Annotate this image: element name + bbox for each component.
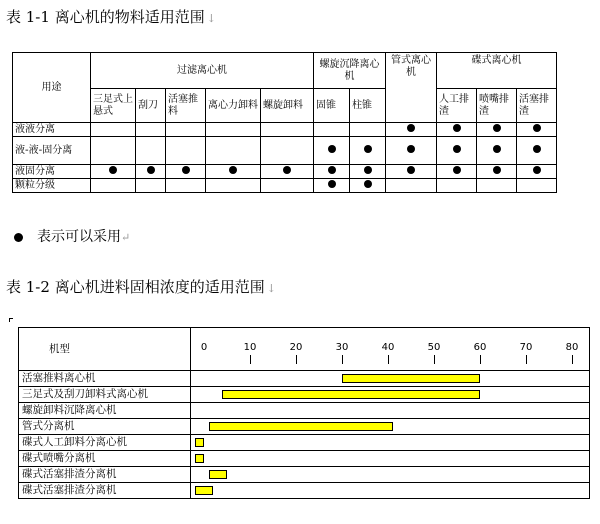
table2-caption — [6, 276, 276, 297]
bullet-icon — [364, 166, 372, 174]
chart-row — [19, 467, 590, 483]
centrifuge-application-table — [12, 52, 557, 193]
return-mark: ↵ — [121, 231, 131, 244]
table-cell — [166, 165, 206, 179]
table-cell — [477, 165, 517, 179]
subheader-cell: 喷嘴排渣 — [477, 89, 517, 123]
table-cell — [517, 165, 557, 179]
table-cell — [91, 137, 136, 165]
table-cell — [91, 179, 136, 193]
tick-mark — [250, 355, 251, 364]
table-cell — [136, 137, 166, 165]
table-cell — [517, 123, 557, 137]
bullet-icon — [533, 124, 541, 132]
range-bar — [195, 438, 204, 447]
table-cell — [206, 179, 261, 193]
bar-cell — [191, 387, 590, 403]
table-cell — [437, 179, 477, 193]
tick-label: 20 — [289, 342, 303, 353]
table-cell — [314, 137, 350, 165]
subheader-cell: 活塞推料 — [166, 89, 206, 123]
bullet-icon — [283, 166, 291, 174]
tick-mark — [388, 355, 389, 364]
subheader-cell: 柱锥 — [350, 89, 386, 123]
bullet-icon — [109, 166, 117, 174]
table-row — [13, 179, 557, 193]
range-bar — [222, 390, 480, 399]
category-label: 碟式喷嘴分离机 — [19, 451, 191, 467]
chart-row — [19, 371, 590, 387]
group-header: 管式离心机 — [386, 53, 437, 123]
table-cell — [386, 137, 437, 165]
subheader-cell: 离心力卸料 — [206, 89, 261, 123]
bullet-icon — [147, 166, 155, 174]
table-cell — [314, 165, 350, 179]
range-bar — [209, 422, 393, 431]
chart-row — [19, 435, 590, 451]
bullet-icon — [407, 124, 415, 132]
tick-label: 60 — [473, 342, 487, 353]
bar-cell — [191, 419, 590, 435]
table-row — [13, 123, 557, 137]
table-cell — [166, 179, 206, 193]
table-row — [13, 137, 557, 165]
table-cell — [437, 165, 477, 179]
bullet-icon — [182, 166, 190, 174]
table-cell — [206, 165, 261, 179]
table-cell — [517, 137, 557, 165]
tick-label: 10 — [243, 342, 257, 353]
chart-header-label: 机型 — [19, 328, 191, 371]
group-header: 螺旋沉降离心机 — [314, 53, 386, 89]
chart-row — [19, 387, 590, 403]
table-cell — [477, 123, 517, 137]
table-cell — [136, 123, 166, 137]
bullet-icon — [453, 166, 461, 174]
row-label: 液-液-固分离 — [13, 137, 91, 165]
tick-label: 0 — [200, 342, 208, 353]
table2-caption-text: 表 1-2 离心机进料固相浓度的适用范围 — [6, 278, 265, 296]
table-cell — [136, 165, 166, 179]
bullet-icon — [407, 166, 415, 174]
tick-mark — [342, 355, 343, 364]
chart-row — [19, 419, 590, 435]
feed-concentration-chart — [18, 327, 590, 499]
table-cell — [91, 165, 136, 179]
table-cell — [517, 179, 557, 193]
subheader-cell: 固锥 — [314, 89, 350, 123]
category-label: 活塞推料离心机 — [19, 371, 191, 387]
bullet-icon — [328, 166, 336, 174]
bullet-icon — [453, 124, 461, 132]
tick-mark — [434, 355, 435, 364]
bar-cell — [191, 403, 590, 419]
tick-label: 30 — [335, 342, 349, 353]
tick-mark — [480, 355, 481, 364]
table-cell — [386, 123, 437, 137]
category-label: 螺旋卸料沉降离心机 — [19, 403, 191, 419]
table-cell — [314, 123, 350, 137]
usage-header: 用途 — [13, 53, 91, 123]
group-header: 过滤离心机 — [91, 53, 314, 89]
table-cell — [437, 137, 477, 165]
bullet-icon — [533, 145, 541, 153]
table-cell — [206, 123, 261, 137]
subheader-cell: 活塞排渣 — [517, 89, 557, 123]
tick-label: 70 — [519, 342, 533, 353]
bullet-icon — [493, 166, 501, 174]
row-label: 液固分离 — [13, 165, 91, 179]
chart-row — [19, 483, 590, 499]
bullet-icon — [328, 145, 336, 153]
bullet-icon — [493, 145, 501, 153]
subheader-cell: 螺旋卸料 — [261, 89, 314, 123]
category-label: 碟式活塞排渣分离机 — [19, 467, 191, 483]
table-cell — [261, 165, 314, 179]
return-mark: ↓ — [206, 12, 216, 25]
category-label: 管式分离机 — [19, 419, 191, 435]
table1-caption — [6, 6, 216, 27]
corner-mark — [9, 318, 13, 322]
bullet-icon — [493, 124, 501, 132]
legend-text: 表示可以采用 — [37, 229, 121, 245]
tick-mark — [526, 355, 527, 364]
bullet-icon — [229, 166, 237, 174]
tick-label: 80 — [565, 342, 579, 353]
table-cell — [437, 123, 477, 137]
category-label: 碟式活塞排渣分离机 — [19, 483, 191, 499]
table-cell — [350, 179, 386, 193]
subheader-cell: 刮刀 — [136, 89, 166, 123]
range-bar — [209, 470, 227, 479]
tick-mark — [296, 355, 297, 364]
table-cell — [206, 137, 261, 165]
bullet-icon — [533, 166, 541, 174]
return-mark: ↓ — [266, 282, 276, 295]
bullet-icon — [364, 145, 372, 153]
bullet-icon — [407, 145, 415, 153]
table1-caption-text: 表 1-1 离心机的物料适用范围 — [6, 8, 205, 26]
subheader-cell: 三足式上悬式 — [91, 89, 136, 123]
table-cell — [386, 179, 437, 193]
table-cell — [136, 179, 166, 193]
chart-axis — [191, 328, 590, 371]
row-label: 颗粒分级 — [13, 179, 91, 193]
tick-label: 40 — [381, 342, 395, 353]
table-cell — [350, 165, 386, 179]
table-cell — [261, 179, 314, 193]
group-header: 碟式离心机 — [437, 53, 557, 89]
row-label: 液液分离 — [13, 123, 91, 137]
legend — [14, 226, 130, 246]
table-cell — [350, 137, 386, 165]
bullet-icon — [364, 180, 372, 188]
table-cell — [261, 137, 314, 165]
range-bar — [195, 486, 213, 495]
range-bar — [195, 454, 204, 463]
table-row — [13, 165, 557, 179]
table-cell — [314, 179, 350, 193]
chart-row — [19, 451, 590, 467]
table-cell — [166, 123, 206, 137]
table-cell — [386, 165, 437, 179]
table-cell — [477, 179, 517, 193]
tick-mark — [572, 355, 573, 364]
bar-cell — [191, 483, 590, 499]
bar-cell — [191, 371, 590, 387]
bullet-icon — [453, 145, 461, 153]
category-label: 三足式及刮刀卸料式离心机 — [19, 387, 191, 403]
subheader-cell: 人工排渣 — [437, 89, 477, 123]
bullet-icon — [14, 233, 23, 242]
table-cell — [166, 137, 206, 165]
tick-label: 50 — [427, 342, 441, 353]
table-cell — [261, 123, 314, 137]
chart-row — [19, 403, 590, 419]
bullet-icon — [328, 180, 336, 188]
category-label: 碟式人工卸料分离心机 — [19, 435, 191, 451]
bar-cell — [191, 435, 590, 451]
range-bar — [342, 374, 480, 383]
table-cell — [477, 137, 517, 165]
bar-cell — [191, 467, 590, 483]
bar-cell — [191, 451, 590, 467]
table-cell — [350, 123, 386, 137]
table-cell — [91, 123, 136, 137]
